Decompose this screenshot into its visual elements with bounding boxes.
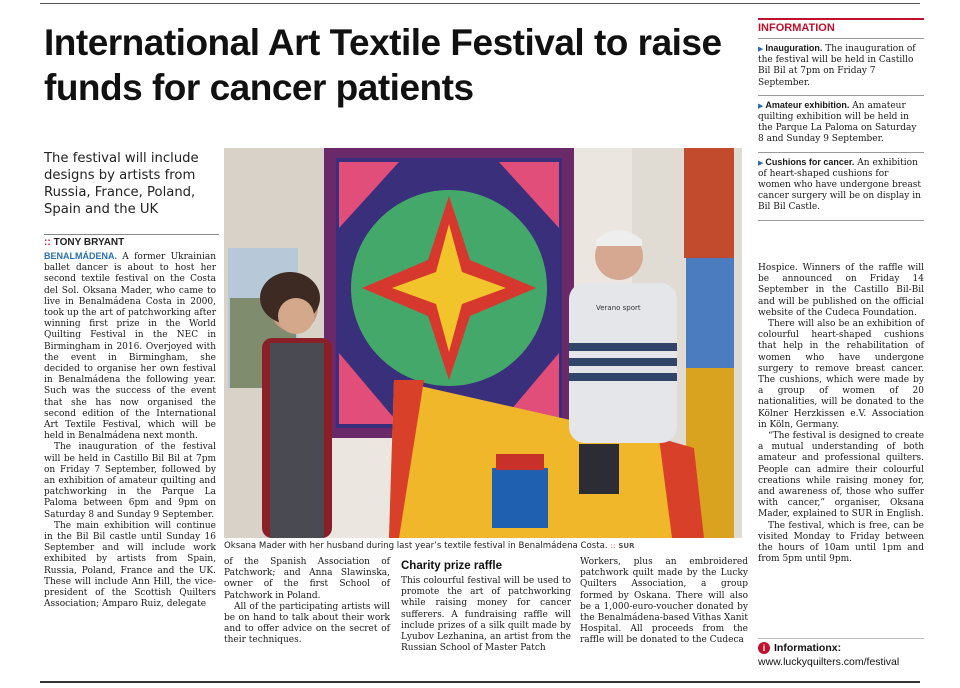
- paragraph: The inauguration of the festival will be held in Castillo Bil Bil at 7pm on Friday 7 September, followed by an exhibition of amateur quilting and patchworking in the Parque La Paloma between 6pm and 9pm on Saturday 8 and Sunday 9 September.: [44, 442, 216, 520]
- sidebar-title: INFORMATION: [758, 18, 924, 38]
- paragraph: There will also be an exhibition of colourful heart-shaped cushions that help in the rehabilitation of women who have undergone surgery to remove breast cancer. The cushions, which were made by a group of women of 20 nationalities, will be donated to the Kölner Herzkissen e.V. Association in Köln, Germany.: [758, 319, 924, 430]
- paragraph: All of the participating artists will be on hand to talk about their work and to offer advice on the secret of their techniques.: [224, 601, 390, 646]
- sidebar-item-body: An exhibition of heart-shaped cushions for women who have undergone breast cancer surgery will be on display in Bil Bil Castle.: [758, 157, 921, 213]
- byline-marks: ::: [44, 237, 51, 248]
- info-icon: i: [758, 642, 770, 654]
- paragraph-text: A former Ukrainian ballet dancer is about to host her second textile festival on the Costa del Sol. Oksana Mader, who came to live in Benalmádena Costa in 2000, took up the art of patchworking after winning first prize in the World Quilting Festival in the NEC in Birmingham in 2016. Overjoyed with the event in Birmingham, she decided to organise her own festival in Benalmádena the following year. Such was the success of the event that she has now organised the second edition of the International Art Textile Festival, which will be held in Benalmádena next month.: [44, 252, 216, 442]
- paragraph: Workers, plus an embroidered patchwork quilt made by the Lucky Quilters Association, a group formed by Oskana. There will also be a 1,000-euro-voucher donated by the Benalmádena-based Vithas Xanit Hospital. All proceeds from the raffle will be donated to the Cudeca: [580, 557, 749, 646]
- article-column-3: [401, 576, 571, 654]
- feature-photo: [224, 148, 742, 538]
- photo-illustration: [224, 148, 742, 538]
- credit-marks: ::: [610, 542, 616, 550]
- information-sidebar: [758, 18, 924, 221]
- paragraph: This colourful festival will be used to promote the art of patchworking while raising money for cancer sufferers. A fundraising raffle will include prizes of a silk quilt made by Lyubov Lezhanina, an artist from the Russian School of Master Patch: [401, 576, 571, 654]
- headline: International Art Textile Festival to raise funds for cancer patients: [44, 22, 722, 108]
- paragraph: of the Spanish Association of Patchwork; and Anna Slawinska, owner of the first School of Patchwork in Poland.: [224, 557, 390, 601]
- sidebar-item-amateur-exhibition: [758, 95, 924, 152]
- sidebar-item-head: Inauguration.: [765, 43, 823, 53]
- paragraph: The festival, which is free, can be visited Monday to Friday between the hours of 10am until 1pm and from 5pm until 9pm.: [758, 520, 924, 565]
- byline-author: TONY BRYANT: [53, 237, 125, 248]
- sidebar-item-head: Amateur exhibition.: [765, 99, 850, 110]
- sidebar-item-inauguration: [758, 38, 924, 95]
- top-rule: [40, 3, 920, 4]
- dateline: BENALMÁDENA.: [44, 251, 117, 261]
- triangle-bullet-icon: ▶: [758, 101, 764, 110]
- sweater-text: Verano sport: [596, 304, 641, 312]
- article-column-2: [224, 557, 390, 647]
- article-column-4: [580, 557, 748, 647]
- paragraph: [44, 251, 216, 442]
- byline: [44, 234, 219, 248]
- sidebar-item-body: The inauguration of the festival will be held in Castillo Bil Bil at 7pm on Friday 7 September.: [758, 44, 916, 88]
- footer-url-link[interactable]: www.luckyquilters.com/festival: [758, 656, 900, 668]
- footer-label-text: Informationx:: [774, 642, 842, 654]
- sidebar-item-cushions: [758, 152, 924, 221]
- footer-info: [758, 638, 924, 668]
- paragraph: The main exhibition will continue in the Bil Bil castle until Sunday 16 September and will include work exhibited by artists from Spain, Russia, Poland, France and the UK. These will include Ann Hill, the vice-president of the Scottish Quilters Association; Amparo Ruiz, delegate: [44, 520, 216, 610]
- sidebar-item-body: An amateur quilting exhibition will be held in the Parque La Paloma on Saturday 8 and Sunday 9 September.: [758, 100, 917, 145]
- caption-text: Oksana Mader with her husband during last year’s textile festival in Benalmádena Costa.: [224, 541, 608, 551]
- photo-caption: [224, 541, 744, 551]
- sidebar-item-head: Cushions for cancer.: [765, 156, 855, 167]
- article-column-1: [44, 251, 216, 611]
- subhead-charity-raffle: Charity prize raffle: [401, 560, 502, 572]
- photo-credit: SUR: [618, 542, 635, 550]
- bottom-rule: [40, 681, 920, 683]
- triangle-bullet-icon: ▶: [758, 158, 764, 167]
- standfirst: The festival will include designs by artists from Russia, France, Poland, Spain and the UK: [44, 151, 199, 217]
- paragraph: “The festival is designed to create a mutual understanding of both amateur and professional quilters. People can admire their colourful creations while raising money for, and awareness of, those who suffer with cancer,” organiser, Oksana Mader, explained to SUR in English.: [758, 431, 924, 520]
- footer-info-label: [758, 642, 924, 654]
- paragraph: Hospice. Winners of the raffle will be announced on Friday 14 September in the Castillo Bil-Bil and will be published on the official website of the Cudeca Foundation.: [758, 263, 924, 318]
- article-column-5: [758, 263, 924, 565]
- triangle-bullet-icon: ▶: [758, 45, 764, 53]
